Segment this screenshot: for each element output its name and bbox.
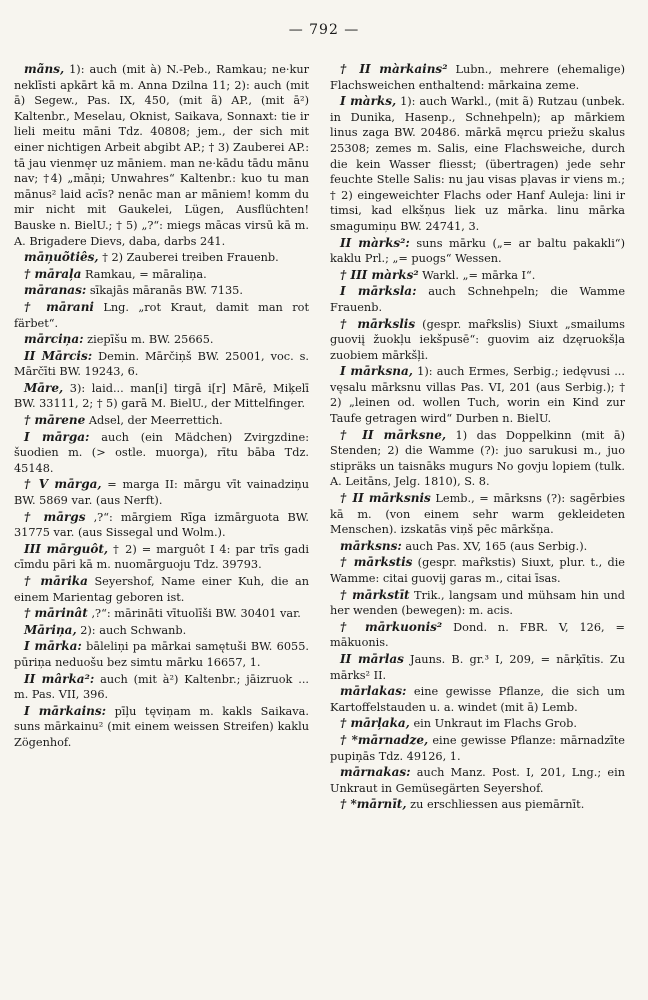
entry-headword: † mārkstis [340, 555, 413, 570]
dictionary-entry [14, 250, 309, 266]
entry-headword: † mārkstīt [340, 587, 410, 602]
entry-headword: Māre, [24, 380, 64, 395]
dictionary-entry [14, 477, 309, 508]
entry-headword: I màrks, [340, 94, 397, 109]
entry-definition: Demin. Mārčiņš BW. 25001, voc. s. Mārčīti BW. 19243, 6. [14, 349, 309, 379]
entry-definition: Ramkau, = māraliņa. [81, 267, 207, 281]
entry-headword: mārlakas: [340, 684, 407, 699]
entry-headword: I mārksna, [340, 364, 413, 379]
dictionary-entry [330, 62, 625, 93]
dictionary-entry [14, 381, 309, 412]
dictionary-entry [14, 413, 309, 429]
entry-headword: II mārlas [340, 651, 404, 666]
entry-headword: Māriņa, [24, 622, 77, 637]
entry-headword: † II màrkains² [340, 62, 448, 76]
dictionary-entry [330, 620, 625, 651]
entry-definition: (gespr. maȓkstis) Siuxt, plur. t., die Wamme: citai guovij garas m., citai īsas. [330, 556, 625, 585]
entry-headword: † mārkslis [340, 316, 416, 331]
entry-definition: sīkajās māranās BW. 7135. [86, 284, 243, 298]
entry-headword: II mârka²: [24, 671, 95, 686]
dictionary-entry [14, 267, 309, 283]
entry-definition: 1): auch (mit à) N.-Peb., Ramkau; ne·kur neklīsti apkārt kā m. Anna Dzilna 11; 2): auch (mit ā) Segew., Pas. IX, 450, (mit ã) AP., (mit ā²) Kaltenbr., Meselau, Oknist, Saikava, Sonnaxt: tie ir lieli meitu māni Tdz. 40808; jem., der sich mit einer nichtigen Arbeit abgibt AP.; † 3) Zauberei AP.: tā jau vienmęr uz māniem. man ne·kādu tādu mānu nav; †4) „māņi; Unwahres“ Kaltenbr.: kuo tu man mānus² laid acīs? nenāc man ar māniem! komm du mir nicht mit Gaukelei, Lügen, Ausflüchten! Bauske n. BielU.; † 5) „?“: miegs mācas virsū kā m. A. Brigadere Dievs, daba, darbs 241. [14, 63, 309, 248]
entry-headword: † mārika [24, 574, 88, 588]
dictionary-entry [14, 430, 309, 477]
dictionary-entry [330, 317, 625, 364]
entry-definition: 1): auch Warkl., (mit ã) Rutzau (unbek. in Dunika, Hasenp., Schnehpeln); ap mārkiem linus zaga BW. 20486. mārkā męrcu priežu skalus 25308; zemes m. Salis, eine Flachsweiche, durch die kein Wasser fliesst; (übertragen) jede sehr feuchte Stelle Salis: nu jau visas pļavas ir viens m.; † 2) eingeweichter Flachs oder Hanf Auleja: lini ir timsi, kad elkšņus liek uz mārka. linu mārka smagumiņu BW. 24741, 3. [330, 95, 625, 233]
dictionary-entry [14, 300, 309, 331]
dictionary-entry [330, 652, 625, 683]
entry-definition: Adsel, der Meerrettich. [85, 414, 223, 428]
entry-definition: 3): laid... man[i] tirgā i[r] Mārē, Miķelī BW. 33111, 2; † 5) garā M. BielU., der Mittelfinger. [14, 381, 309, 411]
entry-definition: † 2) Zauberei treiben Frauenb. [98, 251, 279, 265]
entry-headword: II Mārcis: [24, 348, 93, 363]
dictionary-entry [14, 62, 309, 249]
entry-definition: pīļu tęviņam m. kakls Saikava. suns mārkainu² (mit einem weissen Streifen) kaklu Zögenhof. [14, 704, 309, 749]
entry-headword: † mārļaka, [340, 716, 410, 731]
entry-headword: I mārksla: [340, 284, 417, 299]
entry-headword: māranas: [24, 283, 87, 298]
dictionary-entry [14, 332, 309, 348]
entry-definition: Warkl. „= mārka I“. [418, 268, 536, 282]
entry-definition: auch (mit à²) Kaltenbr.; jāizruok ... m. Pas. VII, 396. [14, 672, 310, 702]
dictionary-entry [14, 574, 309, 605]
dictionary-entry [330, 765, 625, 796]
entry-definition: eine gewisse Pflanze, die sich um Kartoffelstauden u. a. windet (mit ā) Lemb. [330, 685, 625, 714]
dictionary-entry [330, 588, 625, 619]
entry-headword: † mārene [24, 413, 86, 428]
entry-definition: Lemb., = mārksns (?): sagērbies kā m. (von einem sehr warm gekleideten Menschen). izskatās viņš pēc mārkšņa. [330, 492, 625, 537]
dictionary-entry [330, 716, 625, 732]
entry-definition: 1): auch Ermes, Serbig.; iedęvusi ... vęsalu mārksnu villas Pas. VI, 201 (aus Serbig.); † 2) „leinen od. wollen Tuch, worin ein Kind zur Taufe getragen wird“ Durben n. BielU. [330, 365, 625, 426]
entry-headword: mārksns: [340, 538, 402, 553]
entry-definition: suns mārku („= ar baltu pakakli“) kaklu Prl.; „= puogs“ Wessen. [330, 236, 625, 266]
entry-headword: † V mārga, [24, 477, 102, 492]
entry-definition: = marga II: mārgu vīt vainadziņu BW. 5869 var. (aus Nerft). [14, 478, 309, 508]
dictionary-entry [14, 349, 309, 380]
entry-headword: † III màrks² [340, 267, 419, 282]
dictionary-entry [330, 684, 625, 715]
entry-definition: Trik., langsam und mühsam hin und her wenden (bewegen): m. acis. [330, 588, 625, 618]
dictionary-entry [330, 428, 625, 490]
entry-headword: † *mārnīt, [340, 797, 407, 812]
dictionary-entry [14, 283, 309, 299]
entry-headword: † mārkuonis² [340, 619, 443, 634]
dictionary-entry [14, 639, 309, 670]
entry-definition: Lubn., mehrere (ehemalige) Flachsweichen enthaltend: mārkaina zeme. [330, 63, 625, 92]
entry-headword: I mārga: [24, 429, 90, 444]
dictionary-entry [14, 510, 309, 541]
dictionary-entry [14, 542, 309, 573]
entry-definition: 1) das Doppelkinn (mit ā) Stenden; 2) die Wamme (?): juo sarukusi m., juo stipräks un taisnāks mugurs No govju lopiem (tulk. A. Leitāns, Jelg. 1810), S. 8. [330, 428, 625, 489]
entry-headword: † mārinât [24, 606, 88, 621]
entry-definition: Seyershof, Name einer Kuh, die an einem Marientag geboren ist. [14, 575, 310, 604]
dictionary-entry [14, 623, 309, 639]
entry-headword: † mārani [24, 299, 94, 314]
entry-definition: auch Pas. XV, 165 (aus Serbig.). [401, 539, 588, 553]
entry-definition: 2): auch Schwanb. [76, 623, 187, 637]
entry-headword: mārnakas: [340, 765, 411, 780]
entry-definition: ,?“: mārināti vītuolīši BW. 30401 var. [87, 607, 301, 621]
entry-headword: māņuõtiês, [24, 250, 99, 265]
entry-headword: † II mārksne, [340, 427, 447, 442]
entry-definition: ziepīšu m. BW. 25665. [83, 333, 214, 347]
entry-definition: auch (ein Mädchen) Zvirgzdine: šuodien m. (> ostle. muorga), rītu bāba Tdz. 45148. [14, 430, 309, 475]
dictionary-entry [14, 672, 309, 703]
left-column [14, 62, 309, 752]
dictionary-entry [14, 704, 309, 751]
dictionary-entry [330, 797, 625, 813]
dictionary-entry [330, 284, 625, 315]
entry-definition: (gespr. maȓkslis) Siuxt „smailums guoviį žuokļu iekšpusē“: guovim aiz dzęruokšļa zuobiem mārkšļi. [330, 317, 625, 362]
entry-definition: Dond. n. FBR. V, 126, = mākuonis. [330, 620, 625, 650]
dictionary-entry [330, 539, 625, 555]
entry-headword: † mārgs [24, 509, 86, 524]
dictionary-entry [330, 364, 625, 426]
dictionary-entry [330, 268, 625, 284]
entry-definition: Jauns. B. gr.³ I, 209, = nārķītis. Zu mārks² II. [330, 652, 625, 682]
page-number: — 792 — [288, 22, 360, 38]
dictionary-entry [330, 733, 625, 764]
dictionary-entry [330, 94, 625, 234]
entry-headword: I mārkains: [24, 703, 107, 718]
right-column [330, 62, 625, 814]
entry-definition: eine gewisse Pflanze: mārnadzīte pupiņās Tdz. 49126, 1. [330, 733, 625, 763]
dictionary-entry [330, 236, 625, 267]
entry-headword: III mārguôt, [24, 541, 109, 556]
entry-headword: † māraļa [24, 266, 82, 281]
entry-definition: Lng. „rot Kraut, damit man rot färbet“. [14, 300, 309, 330]
entry-definition: † 2) = marguôt I 4: par trīs gadi cīmdu pāri kā m. nuomārguoju Tdz. 39793. [14, 542, 309, 572]
entry-definition: ein Unkraut im Flachs Grob. [409, 717, 577, 731]
entry-definition: bāleliņi pa mārkai samętuši BW. 6055. pūriņa neduošu bez simtu mārku 16657, 1. [14, 640, 309, 669]
entry-headword: mārciņa: [24, 332, 84, 347]
entry-definition: zu erschliessen aus piemārnīt. [406, 798, 585, 812]
entry-headword: I mārka: [24, 639, 82, 654]
dictionary-entry [330, 555, 625, 586]
dictionary-entry [14, 606, 309, 622]
entry-headword: † II mārksnis [340, 491, 431, 506]
entry-headword: II màrks²: [340, 235, 410, 250]
entry-definition: auch Manz. Post. I, 201, Lng.; ein Unkraut in Gemüsegärten Seyershof. [330, 766, 625, 795]
entry-definition: auch Schnehpeln; die Wamme Frauenb. [330, 285, 626, 314]
dictionary-entry [330, 491, 625, 538]
entry-headword: mãns, [24, 62, 65, 76]
entry-headword: † *mārnadze, [340, 732, 429, 747]
entry-definition: ,?“: mārgiem Rīga izmārguota BW. 31775 var. (aus Sissegal und Wolm.). [14, 510, 309, 540]
